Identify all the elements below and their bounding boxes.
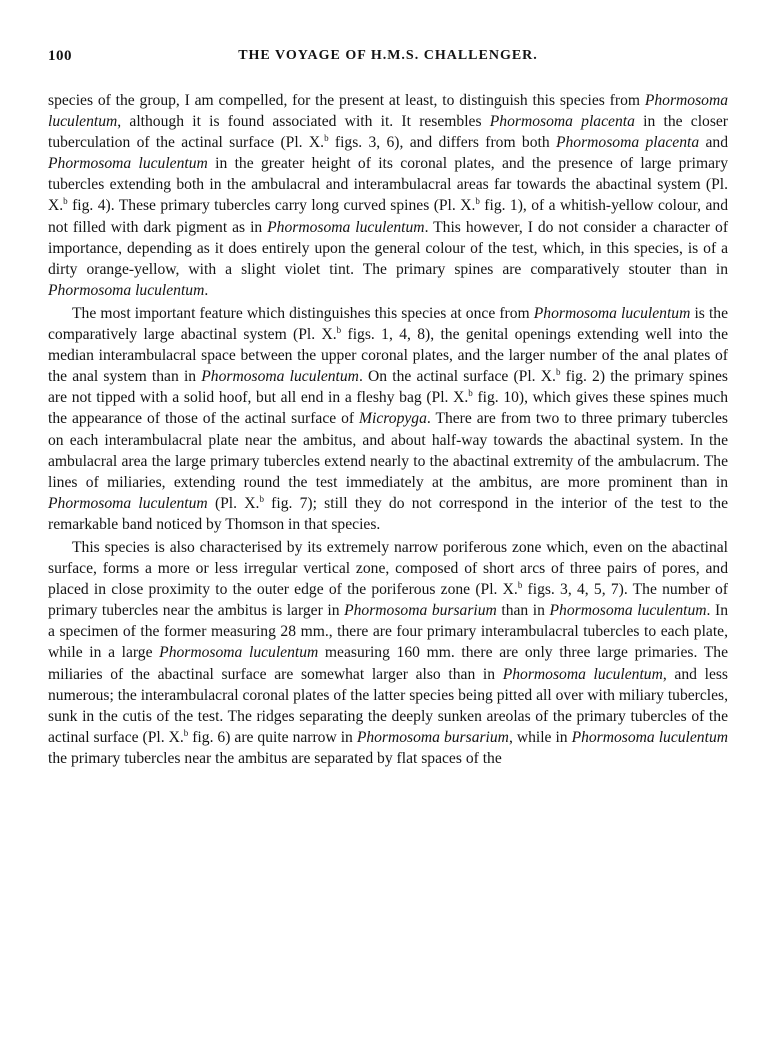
running-title: THE VOYAGE OF H.M.S. CHALLENGER. bbox=[238, 48, 538, 63]
body-text bbox=[48, 90, 728, 769]
page-number: 100 bbox=[48, 48, 72, 64]
running-head bbox=[48, 48, 728, 70]
paragraph-2: The most important feature which distinguishes this species at once from Phormosoma luculentum is the comparatively large abactinal system (Pl. X.$^b$ figs. 1, 4, 8), the genital openings extending well into the median interambulacral space between the upper coronal plates, and the larger number of the anal plates of the anal system than in Phormosoma luculentum. On the actinal surface (Pl. X.$^b$ fig. 2) the primary spines are not tipped with a solid hoof, but all end in a fleshy bag (Pl. X.$^b$ fig. 10), which gives these spines much the appearance of those of the actinal surface of Micropyga. There are from two to three primary tubercles on each interambulacral plate near the ambitus, and about half-way towards the abactinal system. In the ambulacral area the large primary tubercles extend nearly to the abactinal extremity of the ambulacrum. The lines of miliaries, extending round the test immediately at the ambitus, are more prominent than in Phormosoma luculentum (Pl. X.$^b$ fig. 7); still they do not correspond in the interior of the test to the remarkable band noticed by Thomson in that species. bbox=[48, 304, 729, 533]
paragraph-1: species of the group, I am compelled, for the present at least, to distinguish this species from Phormosoma luculentum, although it is found associated with it. It resembles Phormosoma placenta in the closer tuberculation of the actinal surface (Pl. X.$^b$ figs. 3, 6), and differs from both Phormosoma placenta and Phormosoma luculentum in the greater height of its coronal plates, and the presence of large primary tubercles extending both in the ambulacral and interambulacral areas far towards the abactinal system (Pl. X.$^b$ fig. 4). These primary tubercles carry long curved spines (Pl. X.$^b$ fig. 1), of a whitish-yellow colour, and not filled with dark pigment as in Phormosoma luculentum. This however, I do not consider a character of importance, depending as it does entirely upon the general colour of the test, which, in this species, is of a dirty orange-yellow, with a slight violet tint. The primary spines are comparatively stouter than in Phormosoma luculentum. bbox=[48, 92, 729, 299]
paragraph-3: This species is also characterised by its extremely narrow poriferous zone which, even on the abactinal surface, forms a more or less irregular vertical zone, composed of short arcs of three pairs of pores, and placed in close proximity to the outer edge of the poriferous zone (Pl. X.$^b$ figs. 3, 4, 5, 7). The number of primary tubercles near the ambitus is larger in Phormosoma bursarium than in Phormosoma luculentum. In a specimen of the former measuring 28 mm., there are four primary interambulacral tubercles to each plate, while in a large Phormosoma luculentum measuring 160 mm. there are only three large primaries. The miliaries of the abactinal surface are somewhat larger also than in Phormosoma luculentum, and less numerous; the interambulacral coronal plates of the latter species being pitted all over with miliary tubercles, sunk in the cutis of the test. The ridges separating the deeply sunken areolas of the primary tubercles of the actinal surface (Pl. X.$^b$ fig. 6) are quite narrow in Phormosoma bursarium, while in Phormosoma luculentum the primary tubercles near the ambitus are separated by flat spaces of the bbox=[48, 538, 729, 767]
